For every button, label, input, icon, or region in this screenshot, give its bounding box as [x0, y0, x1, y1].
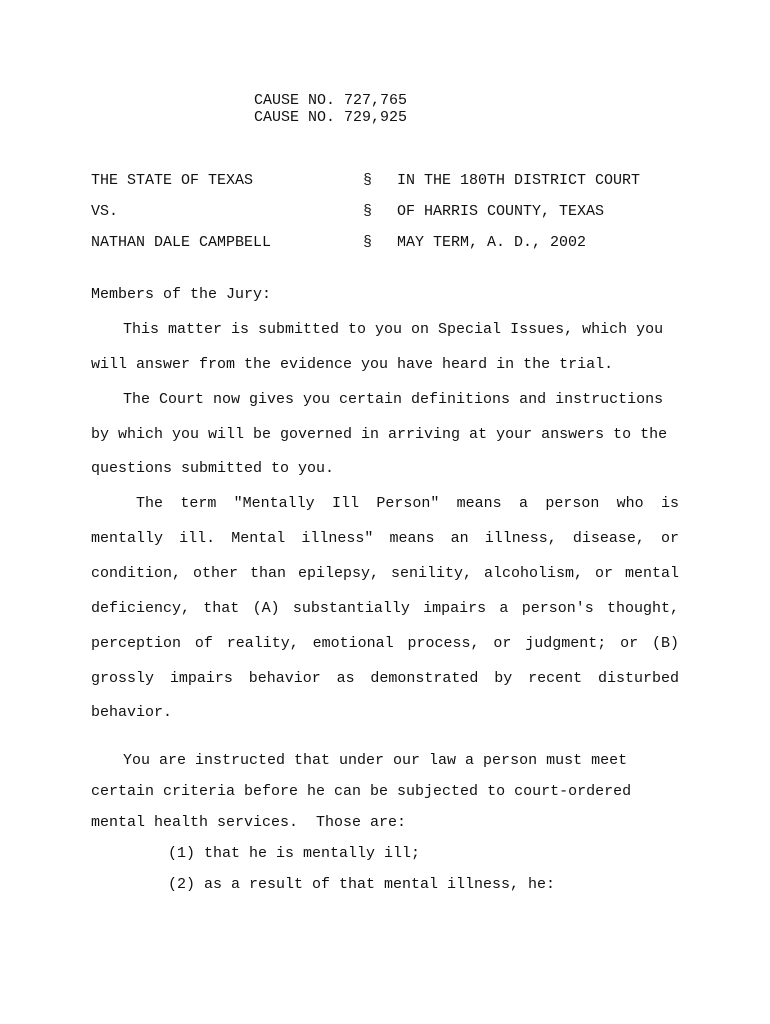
section-symbol-3: § [363, 234, 373, 251]
paragraph-3-line-4: deficiency, that (A) substantially impairs a person's thought, [91, 600, 679, 617]
paragraph-3-line-3: condition, other than epilepsy, senility, alcoholism, or mental [91, 565, 679, 582]
paragraph-2-line-2: by which you will be governed in arriving at your answers to the [91, 426, 668, 443]
caption-right-1: IN THE 180TH DISTRICT COURT [397, 172, 641, 189]
paragraph-3-line-6: grossly impairs behavior as demonstrated by recent disturbed [91, 670, 679, 687]
paragraph-3-line-5: perception of reality, emotional process, or judgment; or (B) [91, 635, 679, 652]
paragraph-1-line-2: will answer from the evidence you have heard in the trial. [91, 356, 614, 373]
cause-number-1: CAUSE NO. 727,765 [254, 92, 408, 109]
list-item-2: (2) as a result of that mental illness, he: [168, 876, 556, 893]
paragraph-3-line-1: The term "Mentally Ill Person" means a person who is [136, 495, 679, 512]
caption-right-2: OF HARRIS COUNTY, TEXAS [397, 203, 605, 220]
paragraph-4-line-3: mental health services. Those are: [91, 814, 407, 831]
paragraph-1-line-1: This matter is submitted to you on Special Issues, which you [123, 321, 664, 338]
caption-left-1: THE STATE OF TEXAS [91, 172, 254, 189]
paragraph-3-line-7: behavior. [91, 704, 173, 721]
section-symbol-1: § [363, 172, 373, 189]
paragraph-3-line-2: mentally ill. Mental illness" means an illness, disease, or [91, 530, 679, 547]
paragraph-4-line-2: certain criteria before he can be subjected to court-ordered [91, 783, 632, 800]
section-symbol-2: § [363, 203, 373, 220]
caption-left-2: VS. [91, 203, 119, 220]
paragraph-2-line-1: The Court now gives you certain definitions and instructions [123, 391, 664, 408]
list-item-1: (1) that he is mentally ill; [168, 845, 421, 862]
salutation: Members of the Jury: [91, 286, 272, 303]
cause-number-2: CAUSE NO. 729,925 [254, 109, 408, 126]
paragraph-2-line-3: questions submitted to you. [91, 460, 335, 477]
paragraph-4-line-1: You are instructed that under our law a person must meet [123, 752, 628, 769]
caption-right-3: MAY TERM, A. D., 2002 [397, 234, 587, 251]
caption-left-3: NATHAN DALE CAMPBELL [91, 234, 272, 251]
